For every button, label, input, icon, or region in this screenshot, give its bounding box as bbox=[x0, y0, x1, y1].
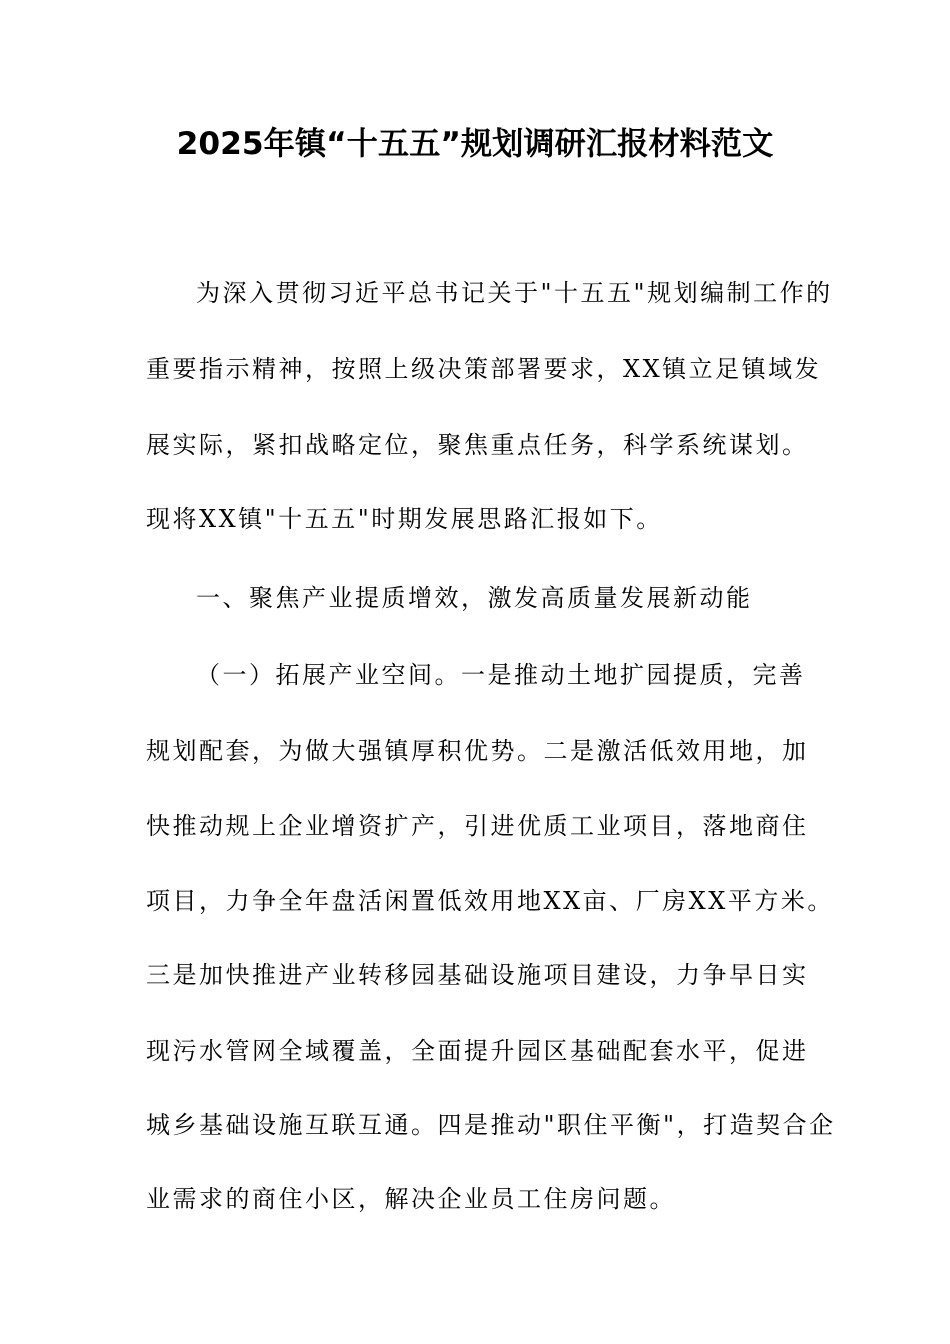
paragraph-line: （一）拓展产业空间。一是推动土地扩园提质，完善 bbox=[196, 661, 806, 689]
paragraph-line: 现污水管网全域覆盖，全面提升园区基础配套水平，促进 bbox=[146, 1037, 809, 1065]
paragraph-line: 城乡基础设施互联互通。四是推动"职住平衡"，打造契合企 bbox=[146, 1111, 836, 1139]
paragraph-line: 项目，力争全年盘活闲置低效用地XX亩、厂房XX平方米。 bbox=[146, 887, 834, 915]
paragraph-line: 规划配套，为做大强镇厚积优势。二是激活低效用地，加 bbox=[146, 737, 809, 765]
document-title: 2025年镇“十五五”规划调研汇报材料范文 bbox=[176, 126, 774, 162]
paragraph-line: 重要指示精神，按照上级决策部署要求，XX镇立足镇域发 bbox=[146, 355, 822, 383]
section-heading: 一、聚焦产业提质增效，激发高质量发展新动能 bbox=[196, 584, 753, 612]
paragraph-line: 展实际，紧扣战略定位，聚焦重点任务，科学系统谋划。 bbox=[146, 431, 809, 459]
paragraph-line: 为深入贯彻习近平总书记关于"十五五"规划编制工作的 bbox=[196, 279, 833, 307]
paragraph-line: 业需求的商住小区，解决企业员工住房问题。 bbox=[146, 1185, 676, 1213]
paragraph-line: 快推动规上企业增资扩产，引进优质工业项目，落地商住 bbox=[146, 812, 809, 840]
paragraph-line: 现将XX镇"十五五"时期发展思路汇报如下。 bbox=[146, 505, 663, 533]
paragraph-line: 三是加快推进产业转移园基础设施项目建设，力争早日实 bbox=[146, 961, 809, 989]
